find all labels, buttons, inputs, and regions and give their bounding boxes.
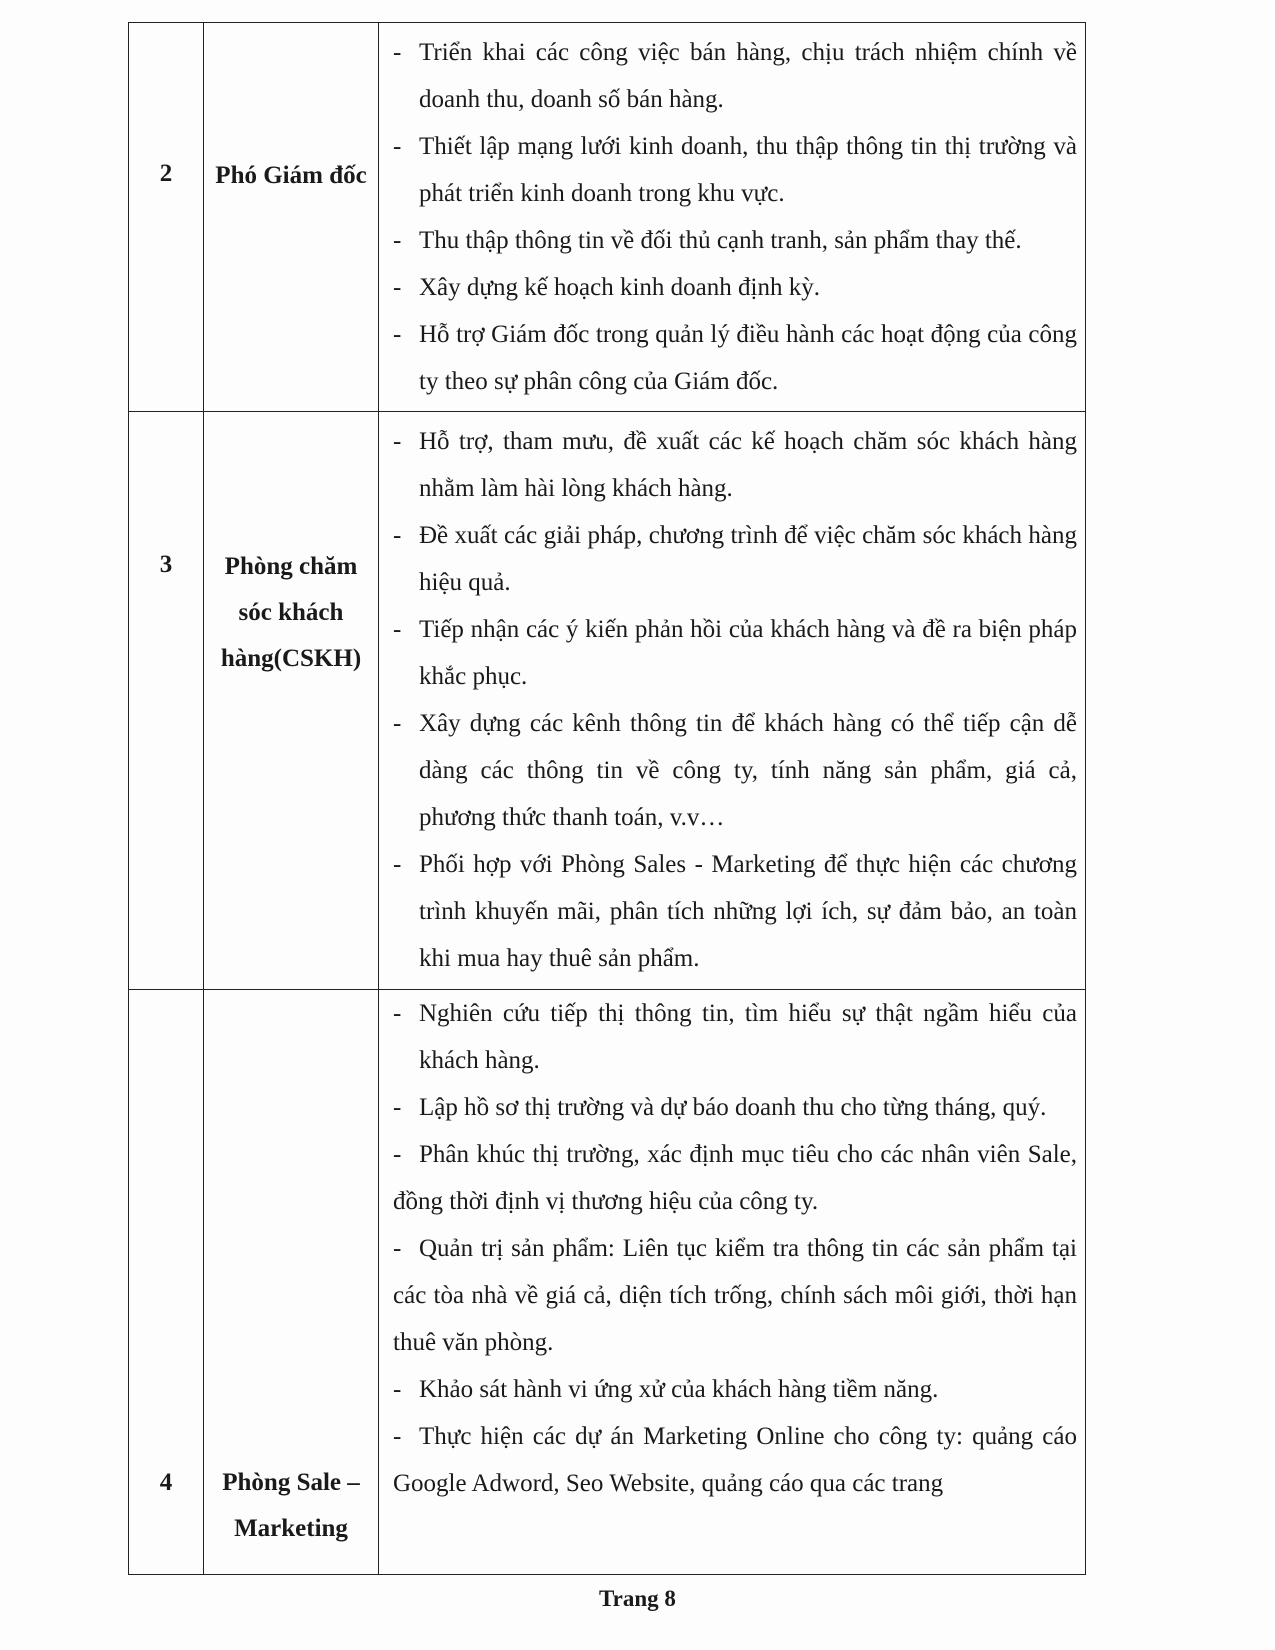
duty-list xyxy=(379,23,1085,411)
row-number-cell xyxy=(129,990,204,1575)
bullet-dash: - xyxy=(393,39,402,66)
duty-text: Hỗ trợ, tham mưu, đề xuất các kế hoạch chăm sóc khách hàng nhằm làm hài lòng khách hàng. xyxy=(419,428,1077,502)
duty-text: Thiết lập mạng lưới kinh doanh, thu thập thông tin thị trường và phát triển kinh doanh trong khu vực. xyxy=(419,133,1077,207)
row-number-cell xyxy=(129,23,204,412)
list-item xyxy=(393,1084,1077,1131)
bullet-dash: - xyxy=(393,133,402,160)
row-number-cell xyxy=(129,412,204,990)
department-cell xyxy=(204,23,379,412)
table-row xyxy=(129,990,1086,1575)
row-number: 3 xyxy=(159,551,173,578)
list-item xyxy=(393,990,1077,1084)
list-item xyxy=(393,311,1077,405)
bullet-dash: - xyxy=(393,227,402,254)
bullet-dash: - xyxy=(393,522,402,549)
department-name: Phó Giám đốc xyxy=(215,162,367,189)
duty-text: Khảo sát hành vi ứng xử của khách hàng tiềm năng. xyxy=(419,1376,939,1403)
duty-text: Triển khai các công việc bán hàng, chịu trách nhiệm chính về doanh thu, doanh số bán hàng. xyxy=(419,39,1077,113)
duties-cell xyxy=(379,990,1086,1575)
list-item xyxy=(393,606,1077,700)
list-item xyxy=(393,1131,1077,1225)
bullet-dash: - xyxy=(393,851,402,878)
page-number: Trang 8 xyxy=(599,1586,676,1611)
duty-text: Thu thập thông tin về đối thủ cạnh tranh, sản phẩm thay thế. xyxy=(419,227,1022,254)
duty-text: Tiếp nhận các ý kiến phản hồi của khách hàng và đề ra biện pháp khắc phục. xyxy=(419,616,1077,690)
bullet-dash: - xyxy=(393,1235,402,1262)
duty-list xyxy=(379,990,1085,1513)
bullet-dash: - xyxy=(393,1094,402,1121)
list-item xyxy=(393,841,1077,982)
duty-text: Hỗ trợ Giám đốc trong quản lý điều hành các hoạt động của công ty theo sự phân công của Giám đốc. xyxy=(419,321,1077,395)
duty-text: Thực hiện các dự án Marketing Online cho công ty: quảng cáo Google Adword, Seo Website, quảng cáo qua các trang xyxy=(393,1423,1077,1497)
duty-text: Phối hợp với Phòng Sales - Marketing để thực hiện các chương trình khuyến mãi, phân tích những lợi ích, sự đảm bảo, an toàn khi mua hay thuê sản phẩm. xyxy=(419,851,1077,972)
list-item xyxy=(393,512,1077,606)
duties-cell xyxy=(379,23,1086,412)
table-row xyxy=(129,23,1086,412)
bullet-dash: - xyxy=(393,710,402,737)
table-row xyxy=(129,412,1086,990)
bullet-dash: - xyxy=(393,428,402,455)
list-item xyxy=(393,264,1077,311)
duty-text: Đề xuất các giải pháp, chương trình để việc chăm sóc khách hàng hiệu quả. xyxy=(419,522,1077,596)
bullet-dash: - xyxy=(393,1141,402,1168)
department-cell xyxy=(204,412,379,990)
bullet-dash: - xyxy=(393,274,402,301)
duty-text: Quản trị sản phẩm: Liên tục kiểm tra thông tin các sản phẩm tại các tòa nhà về giá cả, diện tích trống, chính sách môi giới, thời hạn thuê văn phòng. xyxy=(393,1235,1077,1356)
row-number: 2 xyxy=(159,160,173,187)
list-item xyxy=(393,217,1077,264)
duty-text: Xây dựng kế hoạch kinh doanh định kỳ. xyxy=(419,274,820,301)
duty-text: Lập hồ sơ thị trường và dự báo doanh thu cho từng tháng, quý. xyxy=(419,1094,1047,1121)
bullet-dash: - xyxy=(393,616,402,643)
bullet-dash: - xyxy=(393,1000,402,1027)
list-item xyxy=(393,1366,1077,1413)
duty-list xyxy=(379,412,1085,988)
list-item xyxy=(393,29,1077,123)
bullet-dash: - xyxy=(393,1376,402,1403)
list-item xyxy=(393,1413,1077,1507)
department-cell xyxy=(204,990,379,1575)
bullet-dash: - xyxy=(393,321,402,348)
list-item xyxy=(393,418,1077,512)
bullet-dash: - xyxy=(393,1423,402,1450)
list-item xyxy=(393,123,1077,217)
row-number: 4 xyxy=(159,1469,173,1496)
department-name: Phòng chăm sóc khách hàng(CSKH) xyxy=(220,553,362,672)
duty-text: Xây dựng các kênh thông tin để khách hàng có thể tiếp cận dễ dàng các thông tin về công ty, tính năng sản phẩm, giá cả, phương thức thanh toán, v.v… xyxy=(419,710,1077,831)
duty-text: Nghiên cứu tiếp thị thông tin, tìm hiểu sự thật ngầm hiểu của khách hàng. xyxy=(419,1000,1077,1074)
list-item xyxy=(393,1225,1077,1366)
duty-text: Phân khúc thị trường, xác định mục tiêu cho các nhân viên Sale, đồng thời định vị thương hiệu của công ty. xyxy=(393,1141,1077,1215)
duties-cell xyxy=(379,412,1086,990)
department-duties-table xyxy=(128,22,1086,1575)
list-item xyxy=(393,700,1077,841)
department-name: Phòng Sale – Marketing xyxy=(222,1469,360,1542)
